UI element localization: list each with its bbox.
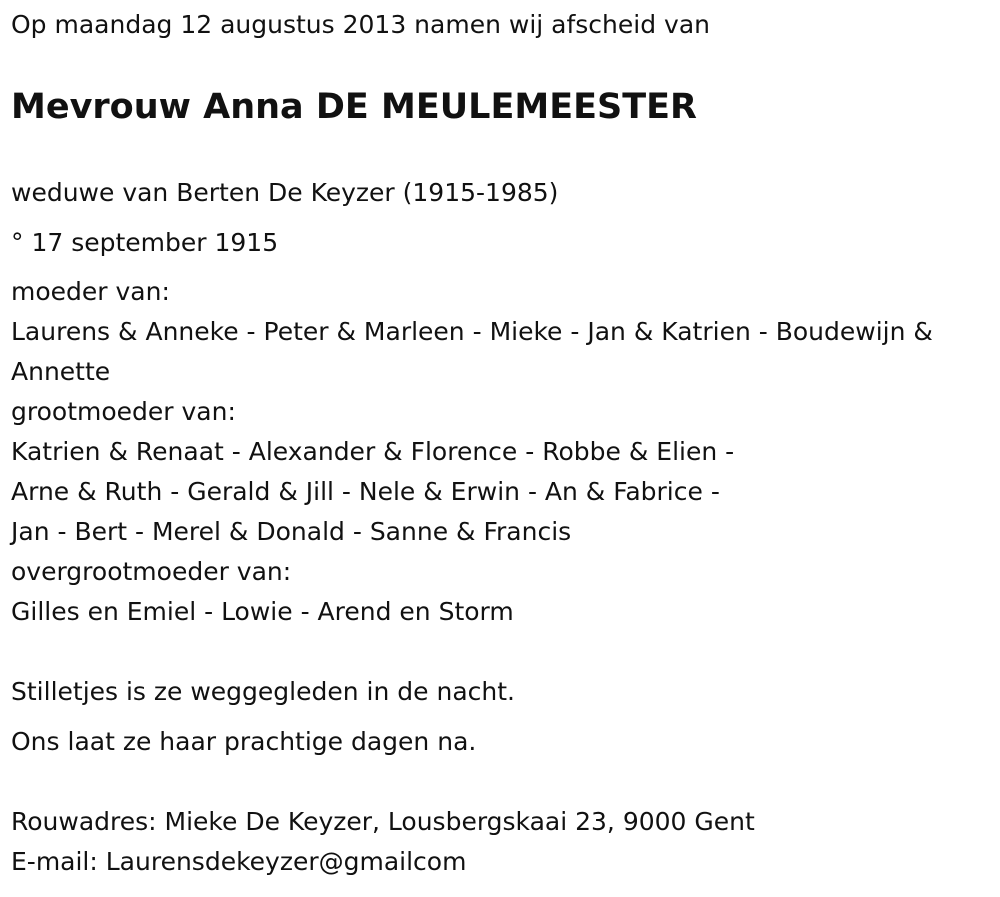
widow-of-text: weduwe van Berten De Keyzer (1915-1985) (11, 178, 559, 207)
mourning-address: Rouwadres: Mieke De Keyzer, Lousbergskaai 23, 9000 Gent (11, 807, 755, 836)
mother-label: moeder van: (11, 277, 170, 306)
great-grandchildren-list: Gilles en Emiel - Lowie - Arend en Storm (11, 597, 514, 626)
children-list: Laurens & Anneke - Peter & Marleen - Mieke - Jan & Katrien - Boudewijn & Annette (11, 317, 933, 386)
verse-line: Ons laat ze haar prachtige dagen na. (11, 727, 477, 756)
intro-text: Op maandag 12 augustus 2013 namen wij afscheid van (11, 10, 710, 39)
grandchildren-line: Arne & Ruth - Gerald & Jill - Nele & Erwin - An & Fabrice - (11, 477, 720, 506)
family-list (11, 272, 991, 632)
verse-line: Stilletjes is ze weggegleden in de nacht. (11, 677, 515, 706)
grandmother-label: grootmoeder van: (11, 397, 236, 426)
great-grandmother-label: overgrootmoeder van: (11, 557, 292, 586)
contact-email: E-mail: Laurensdekeyzer@gmailcom (11, 847, 467, 876)
deceased-name: Mevrouw Anna DE MEULEMEESTER (11, 87, 697, 127)
grandchildren-line: Jan - Bert - Merel & Donald - Sanne & Francis (11, 517, 572, 546)
grandchildren-line: Katrien & Renaat - Alexander & Florence - Robbe & Elien - (11, 437, 735, 466)
birth-date: ° 17 september 1915 (11, 228, 279, 257)
